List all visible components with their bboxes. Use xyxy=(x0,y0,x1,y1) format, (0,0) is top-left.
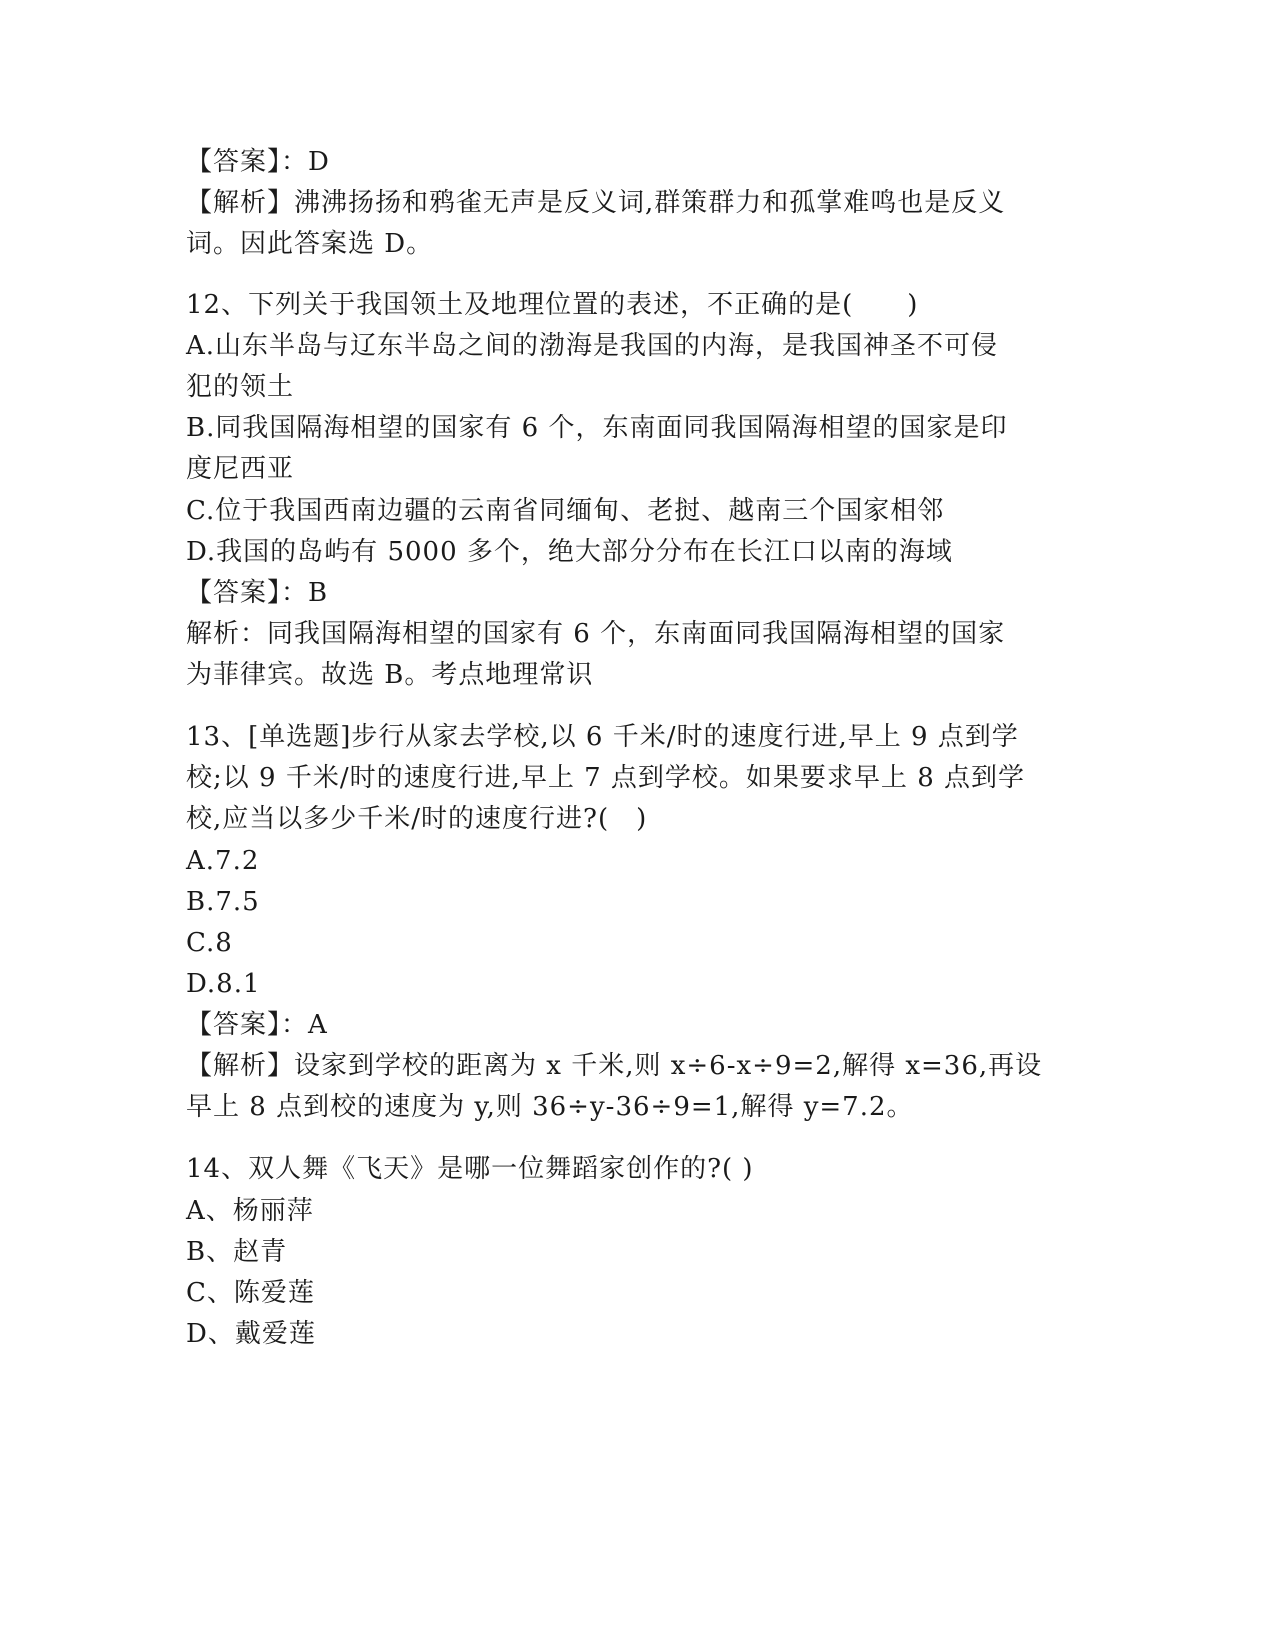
q13-answer: 【答案】：A xyxy=(186,1010,328,1040)
q13-stem-line2: 校;以 9 千米/时的速度行进,早上 7 点到学校。如果要求早上 8 点到学 xyxy=(186,763,1025,793)
q13-stem-line1: 13、[单选题]步行从家去学校,以 6 千米/时的速度行进,早上 9 点到学 xyxy=(186,722,1019,752)
q13-option-d: D.8.1 xyxy=(186,969,261,999)
q12-option-b-line2: 度尼西亚 xyxy=(186,454,295,484)
q13-option-a: A.7.2 xyxy=(186,846,260,876)
q14-option-a: A、杨丽萍 xyxy=(186,1196,314,1226)
q11-analysis-line2: 词。因此答案选 D。 xyxy=(186,229,434,259)
q12-analysis-line1: 解析：同我国隔海相望的国家有 6 个，东南面同我国隔海相望的国家 xyxy=(186,619,1006,649)
q12-option-d: D.我国的岛屿有 5000 多个，绝大部分分布在长江口以南的海域 xyxy=(186,537,953,567)
q12-analysis-line2: 为菲律宾。故选 B。考点地理常识 xyxy=(186,660,594,690)
q14-option-b: B、赵青 xyxy=(186,1237,288,1267)
q14-stem: 14、双人舞《飞天》是哪一位舞蹈家创作的?( ) xyxy=(186,1154,754,1184)
q12-stem: 12、下列关于我国领土及地理位置的表述，不正确的是( ) xyxy=(186,290,919,320)
q12-option-c: C.位于我国西南边疆的云南省同缅甸、老挝、越南三个国家相邻 xyxy=(186,496,945,526)
q12-answer: 【答案】：B xyxy=(186,578,329,608)
q13-option-b: B.7.5 xyxy=(186,887,260,917)
q12-option-b-line1: B.同我国隔海相望的国家有 6 个，东南面同我国隔海相望的国家是印 xyxy=(186,413,1008,443)
q11-analysis-line1: 【解析】沸沸扬扬和鸦雀无声是反义词,群策群力和孤掌难鸣也是反义 xyxy=(186,188,1006,218)
q12-option-a-line1: A.山东半岛与辽东半岛之间的渤海是我国的内海，是我国神圣不可侵 xyxy=(186,331,999,361)
q12-option-a-line2: 犯的领土 xyxy=(186,372,295,402)
q13-analysis-line2: 早上 8 点到校的速度为 y,则 36÷y-36÷9=1,解得 y=7.2。 xyxy=(186,1092,914,1122)
q13-stem-line3: 校,应当以多少千米/时的速度行进?( ) xyxy=(186,804,648,834)
q14-option-d: D、戴爱莲 xyxy=(186,1319,316,1349)
q13-option-c: C.8 xyxy=(186,928,233,958)
q13-analysis-line1: 【解析】设家到学校的距离为 x 千米,则 x÷6-x÷9=2,解得 x=36,再设 xyxy=(186,1051,1043,1081)
q14-option-c: C、陈爱莲 xyxy=(186,1278,315,1308)
q11-answer: 【答案】：D xyxy=(186,147,330,177)
